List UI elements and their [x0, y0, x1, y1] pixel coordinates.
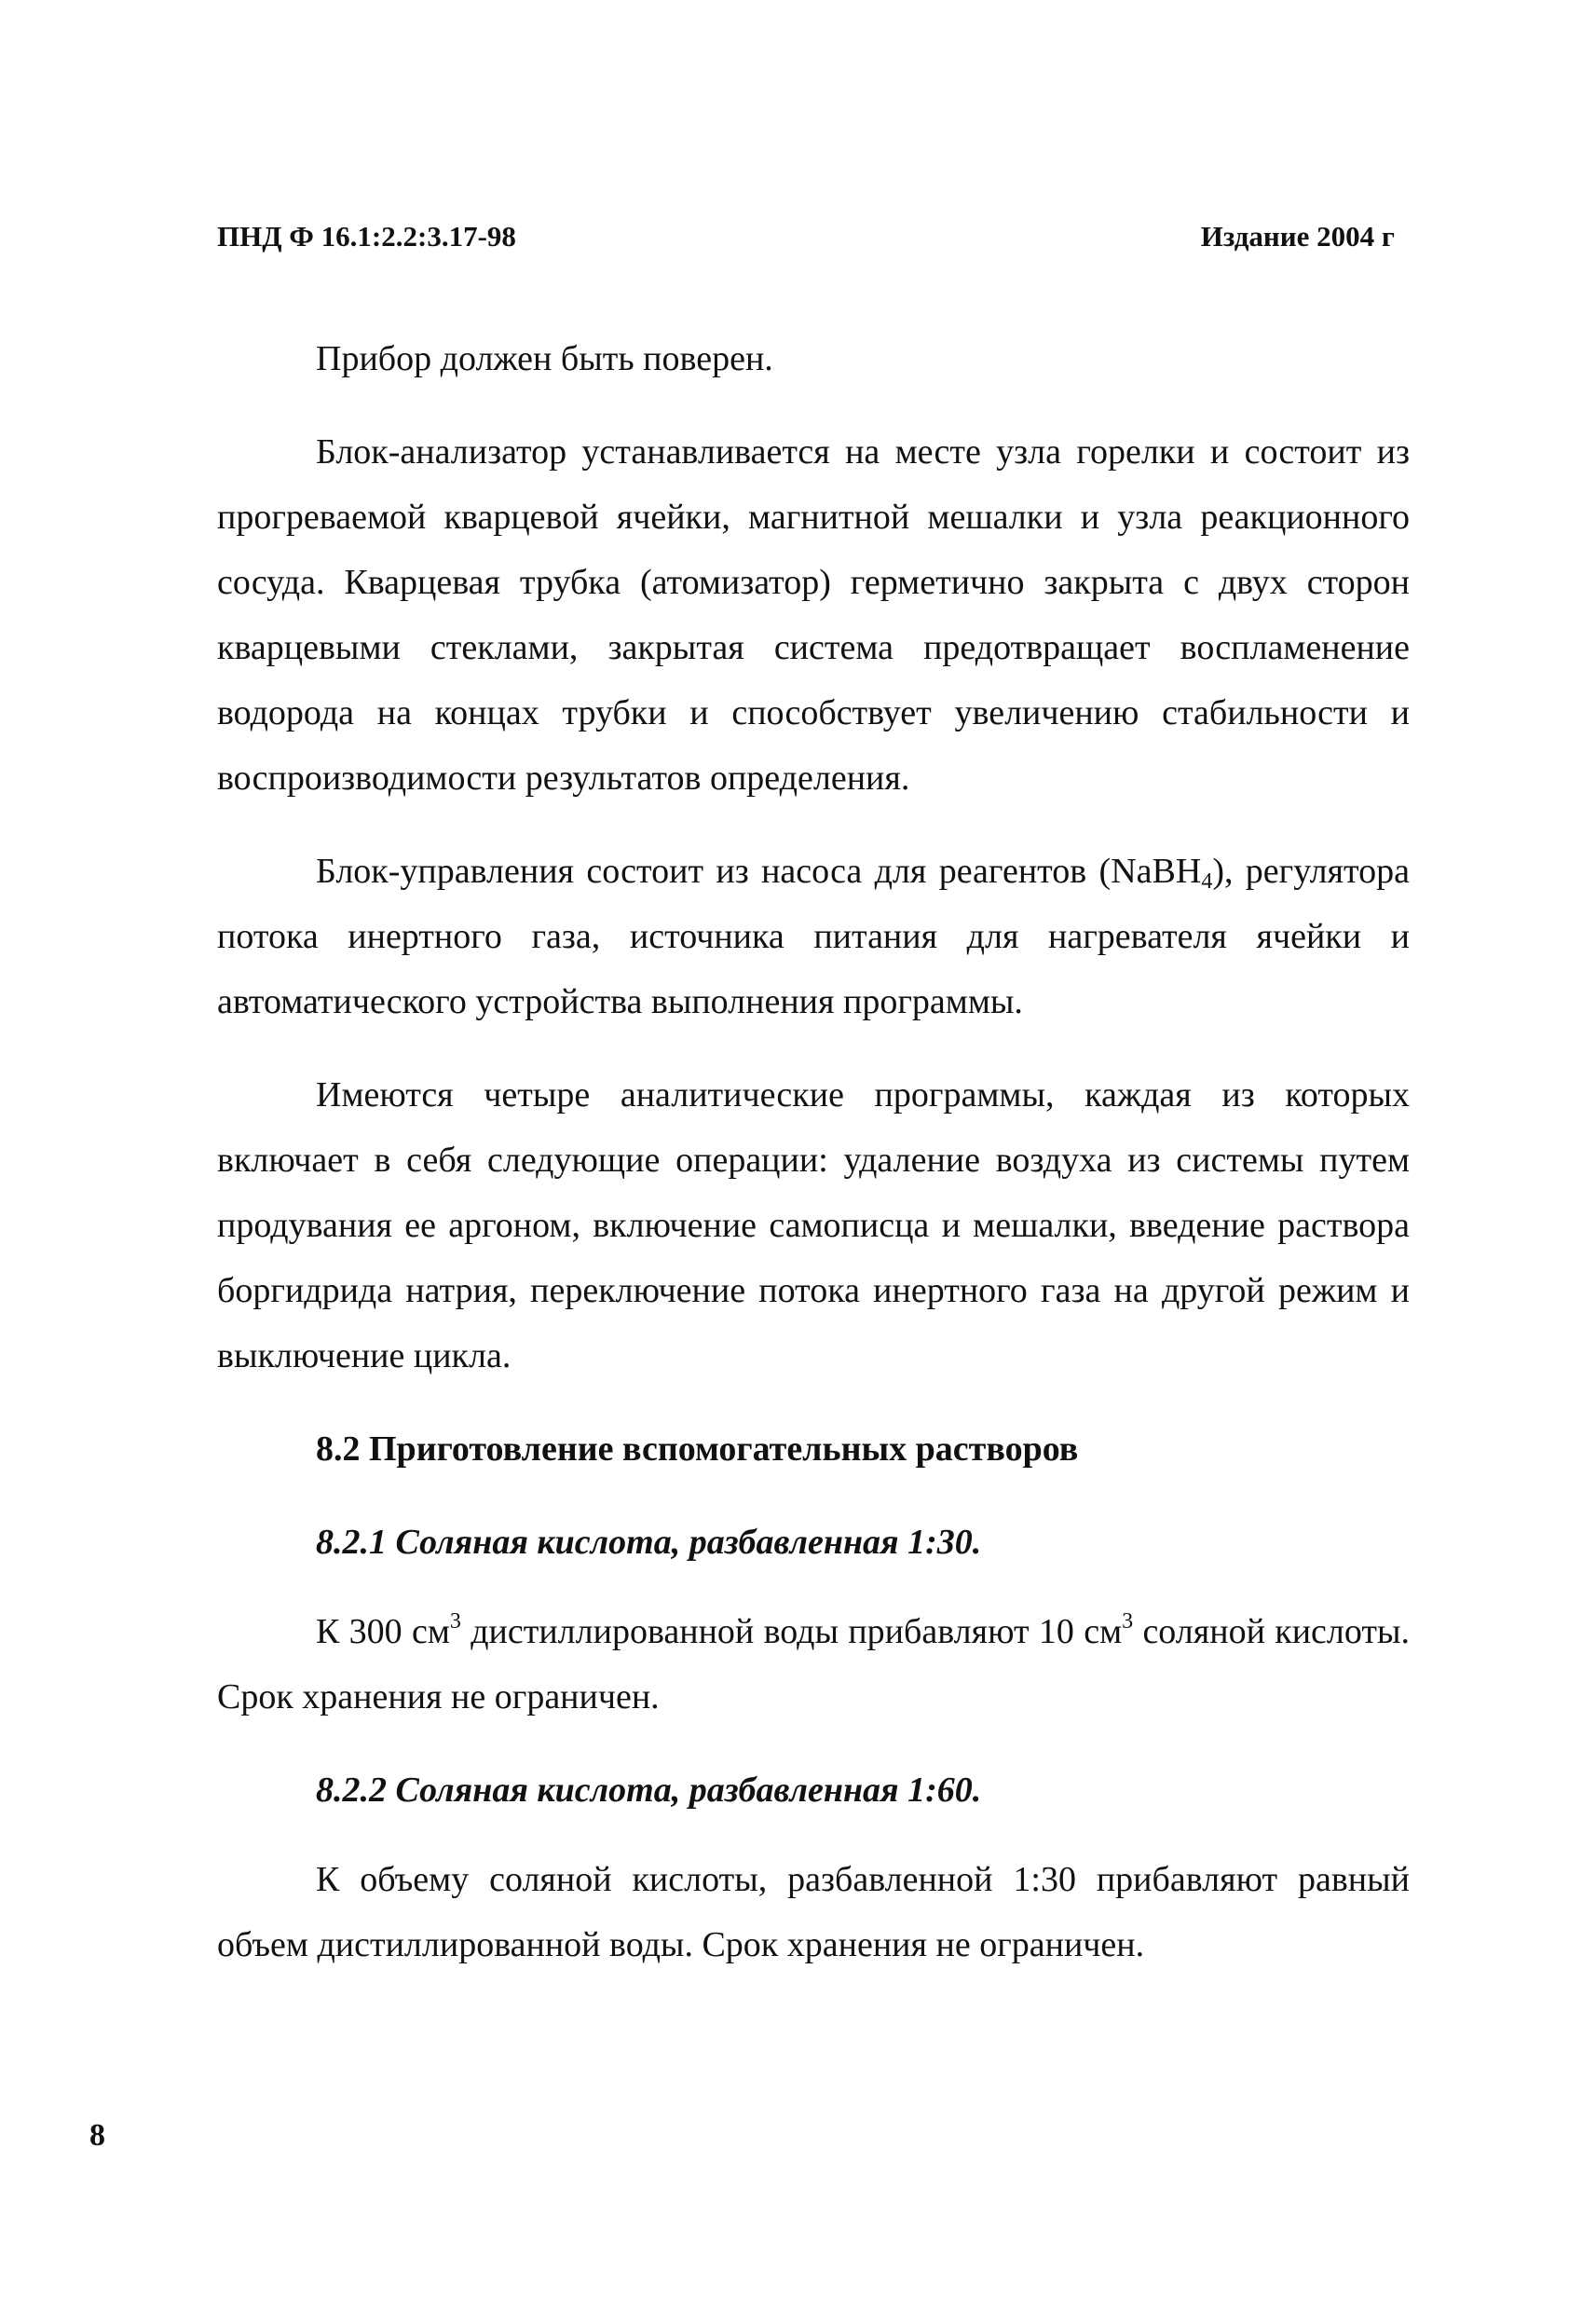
paragraph-analyzer-block: Блок-анализатор устанавливается на месте узла горелки и состоит из прогреваемой кварцевой ячейки, магнитной мешалки и узла реакционного сосуда. Кварцевая трубка (атомизатор) герметично закрыта с двух сторон кварцевыми стеклами, закрытая система предотвращает воспламенение водорода на концах трубки и способствует увеличению стабильности и воспроизводимости результатов определения. — [217, 432, 1410, 798]
subscript-4: 4 — [1201, 869, 1213, 894]
superscript-3: 3 — [449, 1609, 461, 1634]
paragraph-hcl-1-30 — [217, 1599, 1410, 1730]
paragraph-device-verification: Прибор должен быть поверен. — [316, 339, 773, 378]
hcl-1-30-text-3: соляной кислоты. Срок хранения не ограничен. — [217, 1612, 1410, 1716]
hcl-1-30-text-2: дистиллированной воды прибавляют 10 см — [460, 1612, 1123, 1651]
superscript-3: 3 — [1122, 1609, 1134, 1634]
subsection-heading-8-2-2: 8.2.2 Соляная кислота, разбавленная 1:60. — [316, 1771, 982, 1810]
paragraph-hcl-1-60: К объему соляной кислоты, разбавленной 1:30 прибавляют равный объем дистиллированной воды. Срок хранения не ограничен. — [217, 1860, 1410, 1964]
control-block-text-2: ), регулятора потока инертного газа, источника питания для нагревателя ячейки и автоматического устройства выполнения программы. — [217, 852, 1410, 1021]
paragraph-control-block — [217, 839, 1410, 1034]
control-block-text-1: Блок-управления состоит из насоса для реагентов (NaBH — [316, 852, 1202, 891]
page-header — [217, 220, 1395, 253]
subsection-heading-8-2-1: 8.2.1 Соляная кислота, разбавленная 1:30. — [316, 1523, 982, 1562]
paragraph-analytical-programs: Имеются четыре аналитические программы, каждая из которых включает в себя следующие операции: удаление воздуха из системы путем продувания ее аргоном, включение самописца и мешалки, введение раствора боргидрида натрия, переключение потока инертного газа на другой режим и выключение цикла. — [217, 1075, 1410, 1375]
document-code: ПНД Ф 16.1:2.2:3.17-98 — [217, 220, 516, 253]
section-heading-8-2: 8.2 Приготовление вспомогательных растворов — [316, 1429, 1079, 1469]
page-number: 8 — [89, 2118, 105, 2153]
edition-label: Издание 2004 г — [1200, 220, 1395, 253]
hcl-1-30-text-1: К 300 см — [316, 1612, 450, 1651]
page-content — [217, 326, 1410, 2005]
